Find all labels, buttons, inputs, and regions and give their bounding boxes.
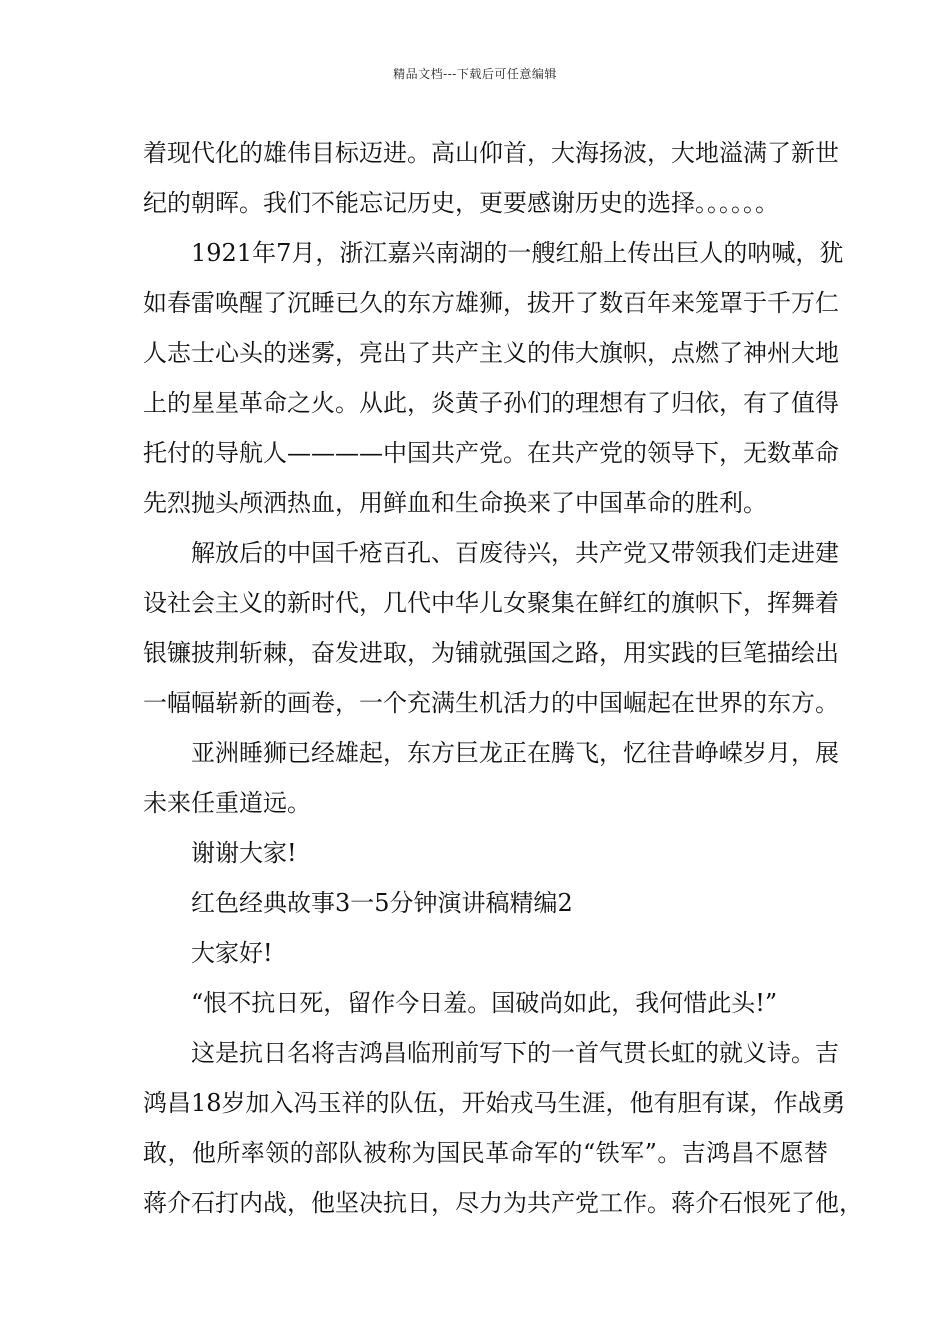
paragraph-start-line: 这是抗日名将吉鸿昌临刑前写下的一首气贯长虹的就义诗。吉 — [191, 1039, 839, 1067]
text-line: 设社会主义的新时代，几代中华儿女聚集在鲜红的旗帜下，挥舞着 — [143, 589, 839, 617]
text-line: 纪的朝晖。我们不能忘记历史，更要感谢历史的选择。。。。。。 — [143, 189, 779, 217]
text-line: 如春雷唤醒了沉睡已久的东方雄狮，拔开了数百年来笼罩于千万仁 — [143, 289, 839, 317]
text-line: 托付的导航人————中国共产党。在共产党的领导下，无数革命 — [143, 439, 839, 467]
text-line: 人志士心头的迷雾，亮出了共产主义的伟大旗帜，点燃了神州大地 — [143, 339, 839, 367]
text-line: 蒋介石打内战，他坚决抗日，尽力为共产党工作。蒋介石恨死了他， — [143, 1189, 863, 1217]
text-line: 鸿昌18岁加入冯玉祥的队伍，开始戎马生涯，他有胆有谋，作战勇 — [143, 1089, 846, 1117]
page-header: 精品文档---下载后可任意编辑 — [393, 67, 557, 81]
text-line: 先烈抛头颅洒热血，用鲜血和生命换来了中国革命的胜利。 — [143, 489, 767, 517]
closing-line: 谢谢大家! — [191, 839, 297, 867]
text-line: 未来任重道远。 — [143, 789, 311, 817]
greeting-line: 大家好! — [191, 939, 273, 967]
paragraph-start-line: 1921年7月，浙江嘉兴南湖的一艘红船上传出巨人的呐喊，犹 — [191, 239, 844, 267]
paragraph-start-line: 亚洲睡狮已经雄起，东方巨龙正在腾飞，忆往昔峥嵘岁月，展 — [191, 739, 839, 767]
paragraph-start-line: 解放后的中国千疮百孔、百废待兴，共产党又带领我们走进建 — [191, 539, 839, 567]
section-title: 红色经典故事3一5分钟演讲稿精编2 — [191, 889, 573, 917]
text-line: 一幅幅崭新的画卷，一个充满生机活力的中国崛起在世界的东方。 — [143, 689, 839, 717]
text-line: 上的星星革命之火。从此，炎黄子孙们的理想有了归依，有了值得 — [143, 389, 839, 417]
text-line: 敢，他所率领的部队被称为国民革命军的“铁军”。吉鸿昌不愿替 — [143, 1139, 828, 1167]
document-body — [143, 128, 863, 1228]
poem-quote: “恨不抗日死，留作今日羞。国破尚如此，我何惜此头!” — [191, 989, 778, 1017]
text-line: 着现代化的雄伟目标迈进。高山仰首，大海扬波，大地溢满了新世 — [143, 139, 839, 167]
text-line: 银镰披荆斩棘，奋发进取，为铺就强国之路，用实践的巨笔描绘出 — [143, 639, 839, 667]
